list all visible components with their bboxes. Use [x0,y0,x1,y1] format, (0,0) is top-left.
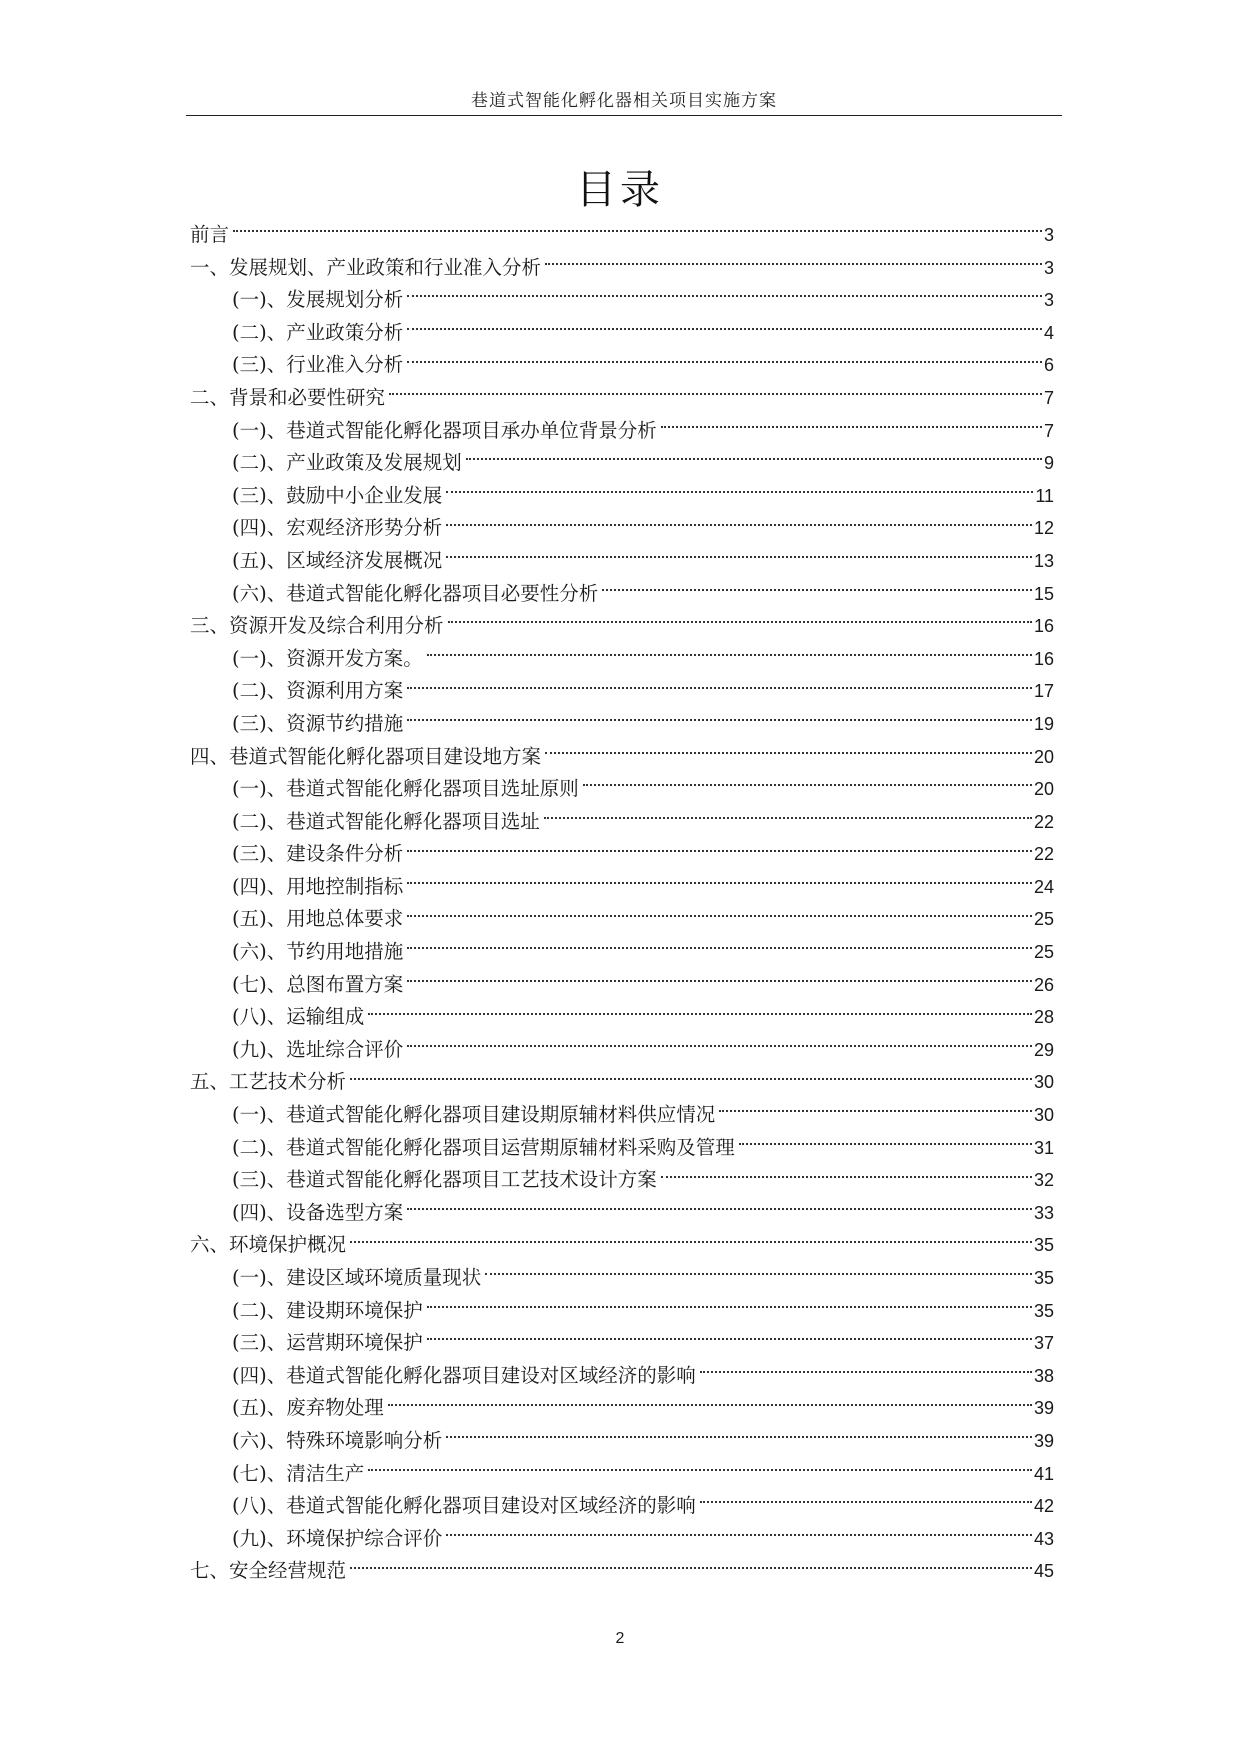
toc-entry-label: (二)、巷道式智能化孵化器项目运营期原辅材料采购及管理 [232,1135,735,1159]
toc-entry-label: (三)、巷道式智能化孵化器项目工艺技术设计方案 [232,1168,657,1192]
toc-dot-leader [350,1078,1032,1080]
toc-dot-leader [466,458,1042,460]
toc-dot-leader [739,1143,1032,1145]
toc-entry[interactable] [190,480,1054,513]
toc-entry-label: (一)、资源开发方案。 [232,646,423,670]
toc-entry-page: 19 [1033,713,1054,734]
toc-entry-label: 前言 [190,223,230,246]
toc-entry-page: 15 [1033,583,1054,604]
toc-entry-page: 22 [1033,811,1054,832]
toc-dot-leader [446,524,1032,526]
toc-dot-leader [446,1534,1032,1536]
toc-entry-page: 39 [1033,1430,1054,1451]
toc-entry[interactable] [190,1360,1054,1393]
toc-dot-leader [700,1501,1032,1503]
toc-entry-label: 一、发展规划、产业政策和行业准入分析 [190,255,542,279]
toc-entry-label: (一)、巷道式智能化孵化器项目选址原则 [232,777,579,801]
toc-entry[interactable] [190,447,1054,480]
toc-entry-label: (五)、废弃物处理 [232,1396,384,1420]
toc-entry-page: 7 [1043,420,1054,441]
toc-entry-label: (二)、产业政策及发展规划 [232,451,462,475]
toc-dot-leader [233,230,1042,232]
toc-dot-leader [446,491,1033,493]
toc-entry-page: 35 [1033,1268,1054,1288]
toc-entry[interactable] [190,643,1054,676]
toc-entry-page: 3 [1043,257,1054,278]
toc-dot-leader [407,1045,1032,1047]
toc-entry-page: 30 [1033,1105,1054,1126]
toc-entry-label: 四、巷道式智能化孵化器项目建设地方案 [190,744,542,768]
toc-entry-page: 35 [1033,1235,1054,1256]
toc-entry-page: 16 [1033,616,1054,637]
toc-entry-label: (六)、特殊环境影响分析 [232,1428,443,1452]
toc-entry[interactable] [190,578,1054,611]
toc-entry-label: (一)、发展规划分析 [232,288,404,312]
toc-entry-page: 24 [1033,876,1054,897]
toc-entry[interactable] [190,1001,1054,1034]
toc-entry-page: 37 [1033,1333,1054,1354]
toc-dot-leader [407,915,1032,917]
toc-entry-label: (七)、总图布置方案 [232,972,404,996]
toc-entry-page: 11 [1035,485,1054,506]
toc-entry-page: 43 [1033,1528,1054,1549]
toc-entry[interactable] [190,1295,1054,1328]
page-number: 2 [615,1630,625,1647]
toc-entry-label: (一)、巷道式智能化孵化器项目承办单位背景分析 [232,418,657,442]
toc-entry-label: (五)、区域经济发展概况 [232,548,443,572]
toc-entry-page: 26 [1033,974,1054,995]
toc-entry-page: 33 [1033,1202,1054,1223]
toc-entry-label: (一)、巷道式智能化孵化器项目建设期原辅材料供应情况 [232,1103,716,1127]
toc-dot-leader [389,393,1042,395]
toc-entry[interactable] [190,1197,1054,1230]
toc-dot-leader [446,1436,1032,1438]
toc-entry-label: (一)、建设区域环境质量现状 [232,1266,482,1289]
toc-entry-label: (三)、建设条件分析 [232,842,404,866]
toc-entry[interactable] [190,545,1054,578]
toc-dot-leader [661,1176,1032,1178]
toc-entry[interactable] [190,1458,1054,1491]
toc-entry-label: (四)、巷道式智能化孵化器项目建设对区域经济的影响 [232,1363,696,1387]
toc-entry-label: (四)、宏观经济形势分析 [232,516,443,540]
toc-entry[interactable] [190,773,1054,806]
toc-entry-page: 17 [1033,681,1054,702]
toc-entry[interactable] [190,382,1054,415]
toc-dot-leader [545,752,1032,754]
toc-entry-label: (六)、节约用地措施 [232,940,404,964]
toc-entry-label: 五、工艺技术分析 [190,1070,347,1094]
toc-dot-leader [661,426,1042,428]
toc-entry[interactable] [190,1066,1054,1099]
toc-entry-page: 3 [1043,290,1054,311]
toc-entry-label: (三)、鼓励中小企业发展 [232,483,443,507]
toc-entry-label: (八)、运输组成 [232,1005,365,1029]
toc-dot-leader [407,980,1032,982]
toc-dot-leader [545,263,1042,265]
toc-entry[interactable] [190,806,1054,839]
toc-entry[interactable] [190,252,1054,285]
toc-entry[interactable] [190,1164,1054,1197]
toc-dot-leader [407,361,1042,363]
toc-entry-label: (五)、用地总体要求 [232,907,404,931]
toc-entry[interactable] [190,1392,1054,1425]
toc-entry-label: (四)、用地控制指标 [232,874,404,898]
toc-dot-leader [427,654,1032,656]
toc-entry-page: 35 [1033,1300,1054,1321]
toc-entry-page: 25 [1033,942,1054,963]
toc-entry[interactable] [190,1132,1054,1165]
toc-dot-leader [427,1338,1032,1340]
toc-entry[interactable] [190,349,1054,382]
toc-entry[interactable] [190,1262,1054,1295]
toc-entry[interactable] [190,903,1054,936]
toc-dot-leader [407,947,1032,949]
toc-entry[interactable] [190,317,1054,350]
toc-entry-label: (三)、资源节约措施 [232,711,404,735]
toc-dot-leader [407,687,1032,689]
toc-entry-label: 七、安全经营规范 [190,1559,347,1583]
toc-entry-page: 25 [1033,909,1054,930]
toc-dot-leader [407,882,1032,884]
toc-entry-label: (二)、产业政策分析 [232,320,404,344]
toc-dot-leader [485,1273,1032,1275]
toc-dot-leader [602,589,1032,591]
toc-entry[interactable] [190,675,1054,708]
toc-entry[interactable] [190,1490,1054,1523]
toc-entry-page: 4 [1043,322,1054,343]
toc-entry-page: 20 [1033,779,1054,800]
toc-dot-leader [407,850,1032,852]
toc-entry-page: 22 [1033,844,1054,865]
toc-dot-leader [368,1013,1032,1015]
toc-entry[interactable] [190,219,1054,252]
toc-entry-label: (六)、巷道式智能化孵化器项目必要性分析 [232,581,599,605]
toc-entry[interactable] [190,610,1054,643]
toc-entry-label: (三)、行业准入分析 [232,353,404,377]
toc-entry-label: 二、背景和必要性研究 [190,385,386,409]
toc-dot-leader [427,1306,1032,1308]
toc-entry-page: 28 [1033,1007,1054,1028]
toc-dot-leader [350,1567,1032,1569]
toc-entry-page: 20 [1033,746,1054,767]
toc-entry-label: (九)、选址综合评价 [232,1037,404,1061]
toc-entry[interactable] [190,969,1054,1002]
toc-dot-leader [350,1241,1032,1243]
toc-dot-leader [407,295,1042,297]
toc-entry[interactable] [190,1099,1054,1132]
toc-dot-leader [407,1208,1032,1210]
toc-entry[interactable] [190,1034,1054,1067]
toc-entry[interactable] [190,708,1054,741]
toc-dot-leader [368,1469,1032,1471]
toc-dot-leader [583,784,1032,786]
toc-entry[interactable] [190,284,1054,317]
toc-entry[interactable] [190,838,1054,871]
toc-entry-label: 三、资源开发及综合利用分析 [190,614,444,638]
toc-dot-leader [407,328,1042,330]
toc-dot-leader [407,719,1032,721]
toc-entry[interactable] [190,1327,1054,1360]
toc-entry-page: 7 [1043,387,1054,408]
toc-entry-label: (七)、清洁生产 [232,1461,365,1485]
toc-entry-label: (二)、建设期环境保护 [232,1298,423,1322]
toc-dot-leader [388,1404,1032,1406]
toc-entry-page: 29 [1033,1039,1054,1060]
toc-entry-page: 32 [1033,1170,1054,1191]
toc-entry-page: 13 [1033,550,1054,571]
toc-entry-label: 六、环境保护概况 [190,1233,347,1257]
table-of-contents [190,219,1054,1588]
toc-entry[interactable] [190,512,1054,545]
toc-entry-label: (二)、巷道式智能化孵化器项目选址 [232,809,540,833]
toc-entry-page: 30 [1033,1072,1054,1093]
toc-entry-page: 38 [1033,1365,1054,1386]
toc-dot-leader [446,556,1032,558]
toc-entry[interactable] [190,415,1054,448]
toc-entry[interactable] [190,1555,1054,1588]
toc-entry-label: (八)、巷道式智能化孵化器项目建设对区域经济的影响 [232,1494,696,1518]
toc-entry-page: 39 [1033,1398,1054,1419]
toc-entry-page: 16 [1033,648,1054,669]
toc-entry-label: (三)、运营期环境保护 [232,1331,423,1355]
toc-dot-leader [700,1371,1032,1373]
toc-entry[interactable] [190,936,1054,969]
toc-dot-leader [719,1110,1032,1112]
toc-entry[interactable] [190,871,1054,904]
toc-entry[interactable] [190,1425,1054,1458]
toc-entry-label: (二)、资源利用方案 [232,679,404,703]
toc-title: 目录 [576,167,664,213]
toc-entry-label: (四)、设备选型方案 [232,1200,404,1224]
toc-entry-page: 6 [1043,355,1054,376]
toc-entry-label: (九)、环境保护综合评价 [232,1526,443,1550]
toc-entry-page: 3 [1043,225,1054,245]
toc-entry-page: 42 [1033,1496,1054,1517]
toc-entry-page: 9 [1043,453,1054,474]
toc-entry-page: 45 [1033,1561,1054,1582]
running-header: 巷道式智能化孵化器相关项目实施方案 [471,91,777,111]
toc-entry[interactable] [190,1523,1054,1556]
header-rule [186,115,1062,116]
toc-entry[interactable] [190,741,1054,774]
toc-entry-page: 41 [1033,1463,1054,1484]
toc-entry-page: 12 [1033,518,1054,539]
toc-entry[interactable] [190,1229,1054,1262]
toc-dot-leader [448,621,1032,623]
toc-entry-page: 31 [1033,1137,1054,1158]
toc-dot-leader [544,817,1032,819]
